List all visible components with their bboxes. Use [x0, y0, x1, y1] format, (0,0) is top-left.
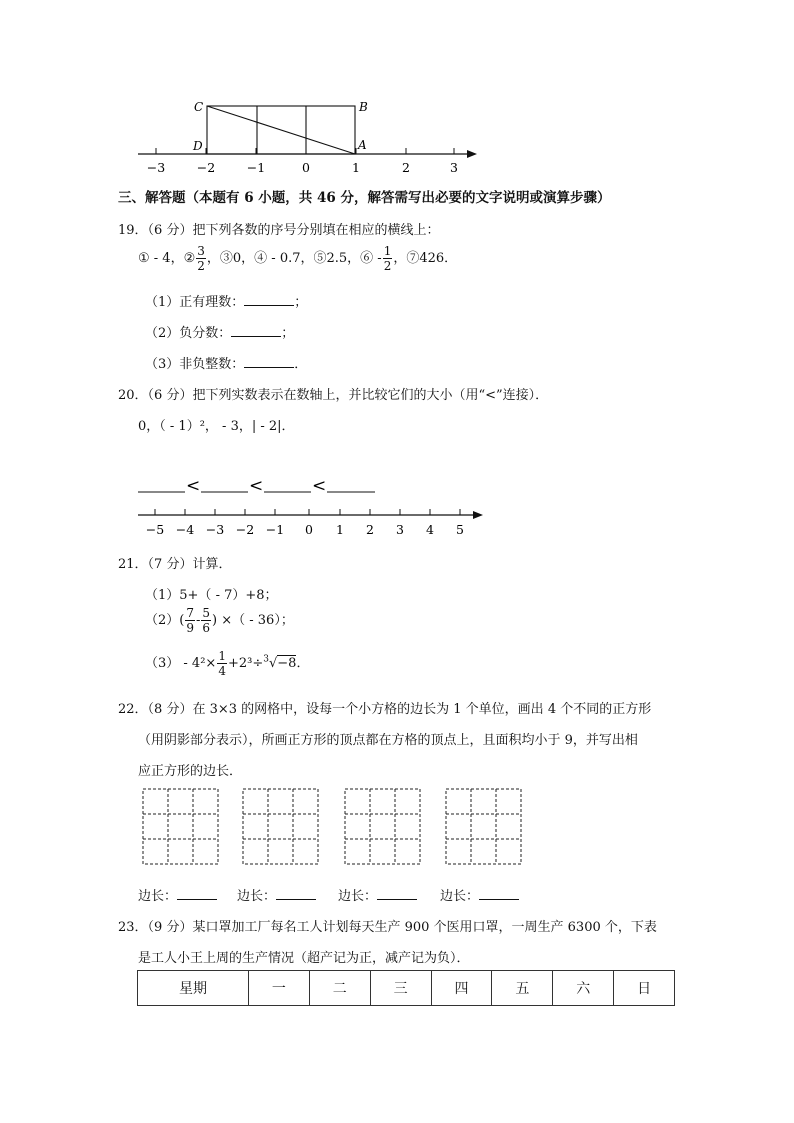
tick-label: 5: [456, 522, 464, 537]
answer-blank[interactable]: [177, 889, 217, 900]
tick-label: 1: [336, 522, 344, 537]
answer-blank[interactable]: [231, 326, 281, 337]
tick-label: 2: [366, 522, 374, 537]
side-length-4: 边长：: [440, 885, 519, 904]
q20-stem: 20．（6 分）把下列实数表示在数轴上，并比较它们的大小（用“<”连接）．: [118, 388, 549, 403]
radicand: −8: [277, 656, 297, 671]
q19-items: [138, 245, 457, 272]
q19-items-post: ，⑦426．: [393, 251, 458, 266]
label-b: B: [359, 100, 368, 114]
tick-label: −3: [146, 160, 166, 175]
tick-label: 0: [305, 522, 313, 537]
table-header-cell: 五: [492, 971, 553, 1006]
tick-label: −5: [145, 522, 165, 537]
q19-items-pre: ① - 4，②: [138, 251, 196, 266]
q21-stem: 21．（7 分）计算．: [118, 557, 232, 572]
cube-root-index: 3: [263, 654, 269, 665]
q19-part3: （3）非负整数： ．: [145, 357, 308, 372]
answer-blank[interactable]: [479, 889, 519, 900]
fraction-one-quarter: $\frac{1}{4}$: [218, 649, 226, 678]
q20-numbers: 0，（ - 1）²， - 3，| - 2|．: [138, 419, 295, 434]
fraction-seven-ninths: $\frac{7}{9}$: [186, 606, 194, 635]
tick-label: 4: [426, 522, 434, 537]
tick-label: 2: [402, 160, 410, 175]
less-than-sign: <: [186, 476, 201, 496]
table-header-cell: 三: [370, 971, 431, 1006]
axis-arrow: [467, 150, 477, 158]
q20-compare-blanks: [135, 472, 385, 496]
q20-number-line: [130, 505, 490, 539]
label-c: C: [194, 100, 204, 114]
fraction-one-half: $\frac{1}{2}$: [383, 244, 392, 273]
tick-label: −3: [205, 522, 225, 537]
tick-label: 1: [352, 160, 360, 175]
q22-line1: 22．（8 分）在 3×3 的网格中，设每一个小方格的边长为 1 个单位，画出 4 个不同的正方形: [118, 702, 652, 717]
grid-3x3[interactable]: [445, 788, 523, 866]
q19-items-mid: ，③0，④ - 0.7，⑤2.5，⑥ -: [206, 251, 382, 266]
table-row: [138, 971, 675, 1006]
tick-label: −1: [246, 160, 266, 175]
q19-stem: 19．（6 分）把下列各数的序号分别填在相应的横线上：: [118, 223, 440, 238]
tick-label: −2: [196, 160, 216, 175]
side-length-3: 边长：: [338, 885, 417, 904]
tick-label: 3: [396, 522, 404, 537]
answer-blank[interactable]: [276, 889, 316, 900]
q21-part3: （3） - 4²× $\frac{1}{4}$ +2³÷$^3$√−8．: [145, 649, 310, 678]
q21-part2: （2）( $\frac{7}{9}$ - $\frac{5}{6}$ ) ×（ - 36）；: [145, 606, 294, 635]
side-length-1: 边长：: [138, 885, 217, 904]
tick-label: −1: [265, 522, 285, 537]
tick-label: −2: [235, 522, 255, 537]
label-a: A: [358, 138, 367, 152]
less-than-sign: <: [249, 476, 264, 496]
q19-part1: （1）正有理数： ；: [145, 295, 308, 310]
q23-line1: 23．（9 分）某口罩加工厂每名工人计划每天生产 900 个医用口罩，一周生产 6300 个，下表: [118, 920, 657, 935]
tick-label: 3: [450, 160, 458, 175]
label-d: D: [193, 139, 203, 153]
fraction-five-sixths: $\frac{5}{6}$: [202, 606, 211, 635]
table-header-cell: 二: [309, 971, 370, 1006]
production-table: [137, 970, 675, 1006]
table-header-cell: 四: [431, 971, 492, 1006]
q19-part2: （2）负分数： ；: [145, 326, 295, 341]
q22-line2: （用阴影部分表示），所画正方形的顶点都在方格的顶点上，且面积均小于 9，并写出相: [138, 733, 638, 748]
answer-blank[interactable]: [377, 889, 417, 900]
section-title: 三、解答题（本题有 6 小题，共 46 分，解答需写出必要的文字说明或演算步骤）: [118, 190, 611, 206]
table-header-cell: 一: [248, 971, 309, 1006]
side-length-2: 边长：: [237, 885, 316, 904]
fraction-three-halves: $\frac{3}{2}$: [197, 244, 205, 273]
q23-line2: 是工人小王上周的生产情况（超产记为正，减产记为负）．: [138, 951, 470, 966]
table-header-cell: 日: [614, 971, 675, 1006]
table-header-cell: 星期: [138, 971, 249, 1006]
q21-part1: （1）5+（ - 7）+8；: [145, 588, 278, 603]
tick-label: 0: [302, 160, 310, 175]
grid-3x3[interactable]: [142, 788, 220, 866]
table-header-cell: 六: [553, 971, 614, 1006]
tick-label: −4: [175, 522, 195, 537]
rectangle-numberline-figure: [130, 95, 490, 180]
grid-3x3[interactable]: [344, 788, 422, 866]
answer-blank[interactable]: [244, 357, 294, 368]
q22-line3: 应正方形的边长．: [138, 764, 243, 779]
answer-blank[interactable]: [244, 295, 294, 306]
diagonal-ca: [207, 106, 355, 154]
grid-3x3[interactable]: [242, 788, 320, 866]
radical-sign: √: [268, 656, 278, 671]
less-than-sign: <: [312, 476, 327, 496]
